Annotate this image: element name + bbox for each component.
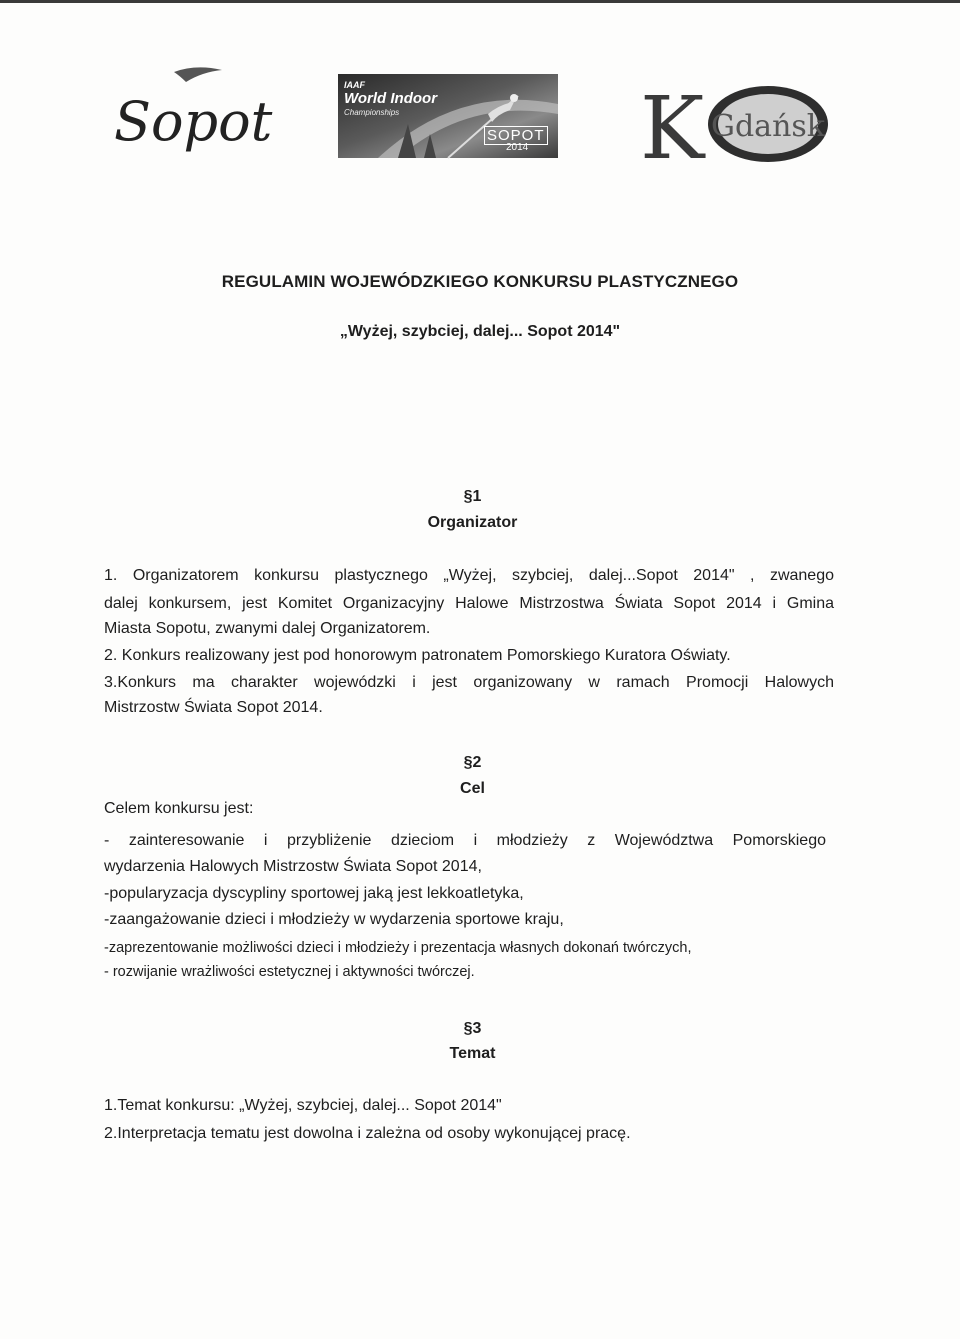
section-3-number: §3: [463, 1020, 482, 1037]
section-1-line: Mistrzostw Świata Sopot 2014.: [104, 699, 323, 716]
championships-label: Championships: [344, 108, 400, 117]
section-2-name: Cel: [460, 780, 485, 797]
section-1-line: 1. Organizatorem konkursu plastycznego „Wyżej, szybciej, dalej...Sopot 2014" , zwanego: [104, 567, 834, 584]
sopot-city-label: SOPOT: [484, 126, 548, 145]
svg-text:Sopot: Sopot: [114, 90, 273, 153]
section-2-number: §2: [463, 754, 482, 771]
section-3-line: 2.Interpretacja tematu jest dowolna i zależna od osoby wykonującej pracę.: [104, 1125, 631, 1142]
section-2-line: -zaangażowanie dzieci i młodzieży w wydarzenia sportowe kraju,: [104, 911, 564, 928]
ko-gdansk-logo: [640, 79, 830, 179]
svg-text:Gdańsk: Gdańsk: [711, 109, 825, 144]
section-2-line: -zaprezentowanie możliwości dzieci i młodzieży i prezentacja własnych dokonań twórczych,: [104, 940, 692, 956]
section-1-number: §1: [463, 488, 482, 505]
section-2-line: wydarzenia Halowych Mistrzostw Świata Sopot 2014,: [104, 858, 482, 875]
document-subtitle: „Wyżej, szybciej, dalej... Sopot 2014": [339, 323, 621, 340]
section-2-line: - rozwijanie wrażliwości estetycznej i aktywności twórczej.: [104, 964, 475, 980]
section-2-line: -popularyzacja dyscypliny sportowej jaką jest lekkoatletyka,: [104, 885, 524, 902]
section-1-line: dalej konkursem, jest Komitet Organizacyjny Halowe Mistrzostwa Świata Sopot 2014 i Gmina: [104, 595, 834, 612]
iaaf-label: IAAF: [344, 80, 365, 90]
section-1-line: 3.Konkurs ma charakter wojewódzki i jest organizowany w ramach Promocji Halowych: [104, 674, 834, 691]
section-1-line: Miasta Sopotu, zwanymi dalej Organizatorem.: [104, 620, 431, 637]
section-2-line: - zainteresowanie i przybliżenie dzieciom i młodzieży z Województwa Pomorskiego: [104, 832, 826, 849]
iaaf-world-indoor-logo: [338, 74, 558, 158]
section-3-line: 1.Temat konkursu: „Wyżej, szybciej, dalej... Sopot 2014": [104, 1097, 502, 1114]
document-title: REGULAMIN WOJEWÓDZKIEGO KONKURSU PLASTYCZNEGO: [221, 272, 739, 291]
sopot-logo: [112, 66, 273, 153]
section-3-name: Temat: [449, 1045, 496, 1062]
section-2-line: Celem konkursu jest:: [104, 800, 254, 817]
year-label: 2014: [506, 142, 529, 153]
svg-text:K: K: [640, 79, 705, 179]
section-1-line: 2. Konkurs realizowany jest pod honorowym patronatem Pomorskiego Kuratora Oświaty.: [104, 647, 731, 664]
scan-edge: [0, 0, 960, 3]
section-1-name: Organizator: [427, 514, 518, 531]
world-indoor-label: World Indoor: [344, 90, 438, 107]
